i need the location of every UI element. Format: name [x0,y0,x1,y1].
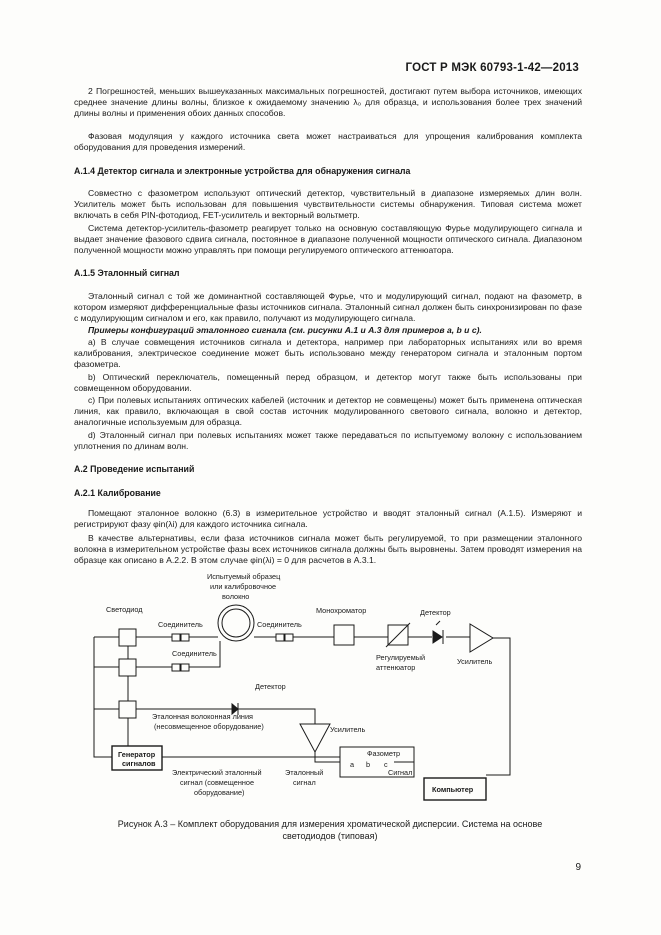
led-box-3 [119,701,136,718]
amplifier-top [470,624,493,652]
label-ref-signal-2: сигнал [293,778,316,787]
paragraph: Фазовая модуляция у каждого источника света может настраиваться для упрощения калибрования комплекта оборудования для проведения измерений. [74,131,582,153]
paragraph: В качестве альтернативы, если фаза источников сигнала может быть регулируемой, то при размещении эталонного волокна в измерительном устройстве фазы всех источников сигнала должны быть выровнены. Затем проводят измерения на образце как описано в А.2.2. В этом случае φin(λi) = 0 для расчетов в А.3.1. [74,533,582,566]
figure-caption [70,818,590,842]
section-heading: А.1.4 Детектор сигнала и электронные устройства для обнаружения сигнала [74,166,411,176]
label-ref-line-1: Эталонная волоконная линия [152,712,253,721]
paragraph: Совместно с фазометром используют оптический детектор, чувствительный в диапазоне измеряемых длин волн. Усилитель может быть использован для повышения чувствительности системы обнаружения. Типовая система может включать в себя PIN-фотодиод, FET-усилитель и векторный вольтметр. [74,188,582,221]
label-port-a: a [350,760,355,769]
label-generator-2: сигналов [122,759,156,768]
paragraph: 2 Погрешностей, меньших вышеуказанных максимальных погрешностей, достигают путем выбора источников, имеющих среднее значение длины волны, близкое к ожидаемому значению λ₀ для образца, и использования более трех значений длины волны и применения обоих данных способов. [74,86,582,119]
fiber-coil-outer [218,605,254,641]
connector-2b [181,664,189,671]
label-test-sample-2: или калибровочное [210,582,277,591]
monochromator-box [334,625,354,645]
label-led: Светодиод [106,605,143,614]
paragraph: Эталонный сигнал с той же доминантной составляющей Фурье, что и модулирующий сигнал, подают на фазометр, в котором измеряют дифференциальные фазы источников сигнала. Эталонный сигнал должен быть синхронизирован по фазе с модулирующим сигналом и его, как правило, получают из модулирующего сигнала. [74,291,582,324]
label-amplifier-mid: Усилитель [330,725,366,734]
connector-1b [181,634,189,641]
label-amplifier-top: Усилитель [457,657,493,666]
led-box-2 [119,659,136,676]
caption-line-2: светодиодов (типовая) [282,831,378,841]
label-port-b: b [366,760,371,769]
amplifier-mid [300,724,330,752]
label-test-sample-1: Испытуемый образец [207,572,281,581]
label-elec-ref-3: оборудование) [194,788,245,797]
paragraph: a) В случае совмещения источников сигнала и детектора, например при лабораторных испытаниях или во время калибрования, электрическое соединение может быть использовано между генератором сигнала и эталонным портом фазометра. [74,337,582,370]
label-monochromator: Монохроматор [316,606,367,615]
document-header: ГОСТ Р МЭК 60793-1-42—2013 [405,62,579,74]
connector-3a [276,634,284,641]
label-connector-1: Соединитель [158,620,203,629]
label-adj-att-1: Регулируемый [376,653,426,662]
connector-3b [285,634,293,641]
paragraph: c) При полевых испытаниях оптических кабелей (источник и детектор не совмещены) может быть применена оптическая линия, как правило, включающая в свой состав источник модулированного светового сигнала, волокно и детектор, аналогичные используемым для образца. [74,395,582,428]
label-detector-mid: Детектор [255,682,286,691]
label-generator-1: Генератор [118,750,156,759]
label-computer: Компьютер [432,785,474,794]
label-connector-2: Соединитель [172,649,217,658]
label-ref-signal-1: Эталонный [285,768,324,777]
label-test-sample-3: волокно [222,592,250,601]
label-connector-3: Соединитель [257,620,302,629]
label-ref-line-2: (несовмещенное оборудование) [154,722,264,731]
led-box-1 [119,629,136,646]
section-heading: А.2 Проведение испытаний [74,464,195,474]
detector-top [433,621,443,644]
paragraph: d) Эталонный сигнал при полевых испытаниях может также передаваться по испытуемому волокну с использованием уплотнения по длинам волн. [74,430,582,452]
paragraph: Помещают эталонное волокно (6.3) в измерительное устройство и вводят эталонный сигнал (А.1.5). Измеряют и регистрируют фазу φin(λi) для каждого источника сигнала. [74,508,582,530]
label-elec-ref-1: Электрический эталонный [172,768,262,777]
paragraph: Система детектор-усилитель-фазометр реагирует только на основную составляющую Фурье модулирующего сигнала и выдает значение фазового сдвига сигнала, постоянное в диапазоне полученной мощности оптического сигнала. Диапазоном полученной мощности можно управлять при помощи регулируемого оптического аттенюатора. [74,223,582,256]
connector-1a [172,634,180,641]
connector-2a [172,664,180,671]
label-detector-top: Детектор [420,608,451,617]
page-number: 9 [575,862,581,873]
fiber-coil-inner [222,609,250,637]
paragraph: b) Оптический переключатель, помещенный перед образцом, и детектор могут также быть использованы при совмещенном оборудовании. [74,372,582,394]
paragraph-examples: Примеры конфигураций эталонного сигнала (см. рисунки А.1 и А.3 для примеров a, b и c). [88,325,482,335]
label-elec-ref-2: сигнал (совмещенное [180,778,255,787]
label-signal: Сигнал [388,768,413,777]
label-adj-att-2: аттенюатор [376,663,416,672]
section-heading: А.1.5 Эталонный сигнал [74,268,180,278]
caption-line-1: Рисунок А.3 – Комплект оборудования для измерения хроматической дисперсии. Система на основе [117,819,543,829]
section-heading: А.2.1 Калибрование [74,488,161,498]
label-phasemeter: Фазометр [367,749,401,758]
label-port-c: c [384,760,388,769]
